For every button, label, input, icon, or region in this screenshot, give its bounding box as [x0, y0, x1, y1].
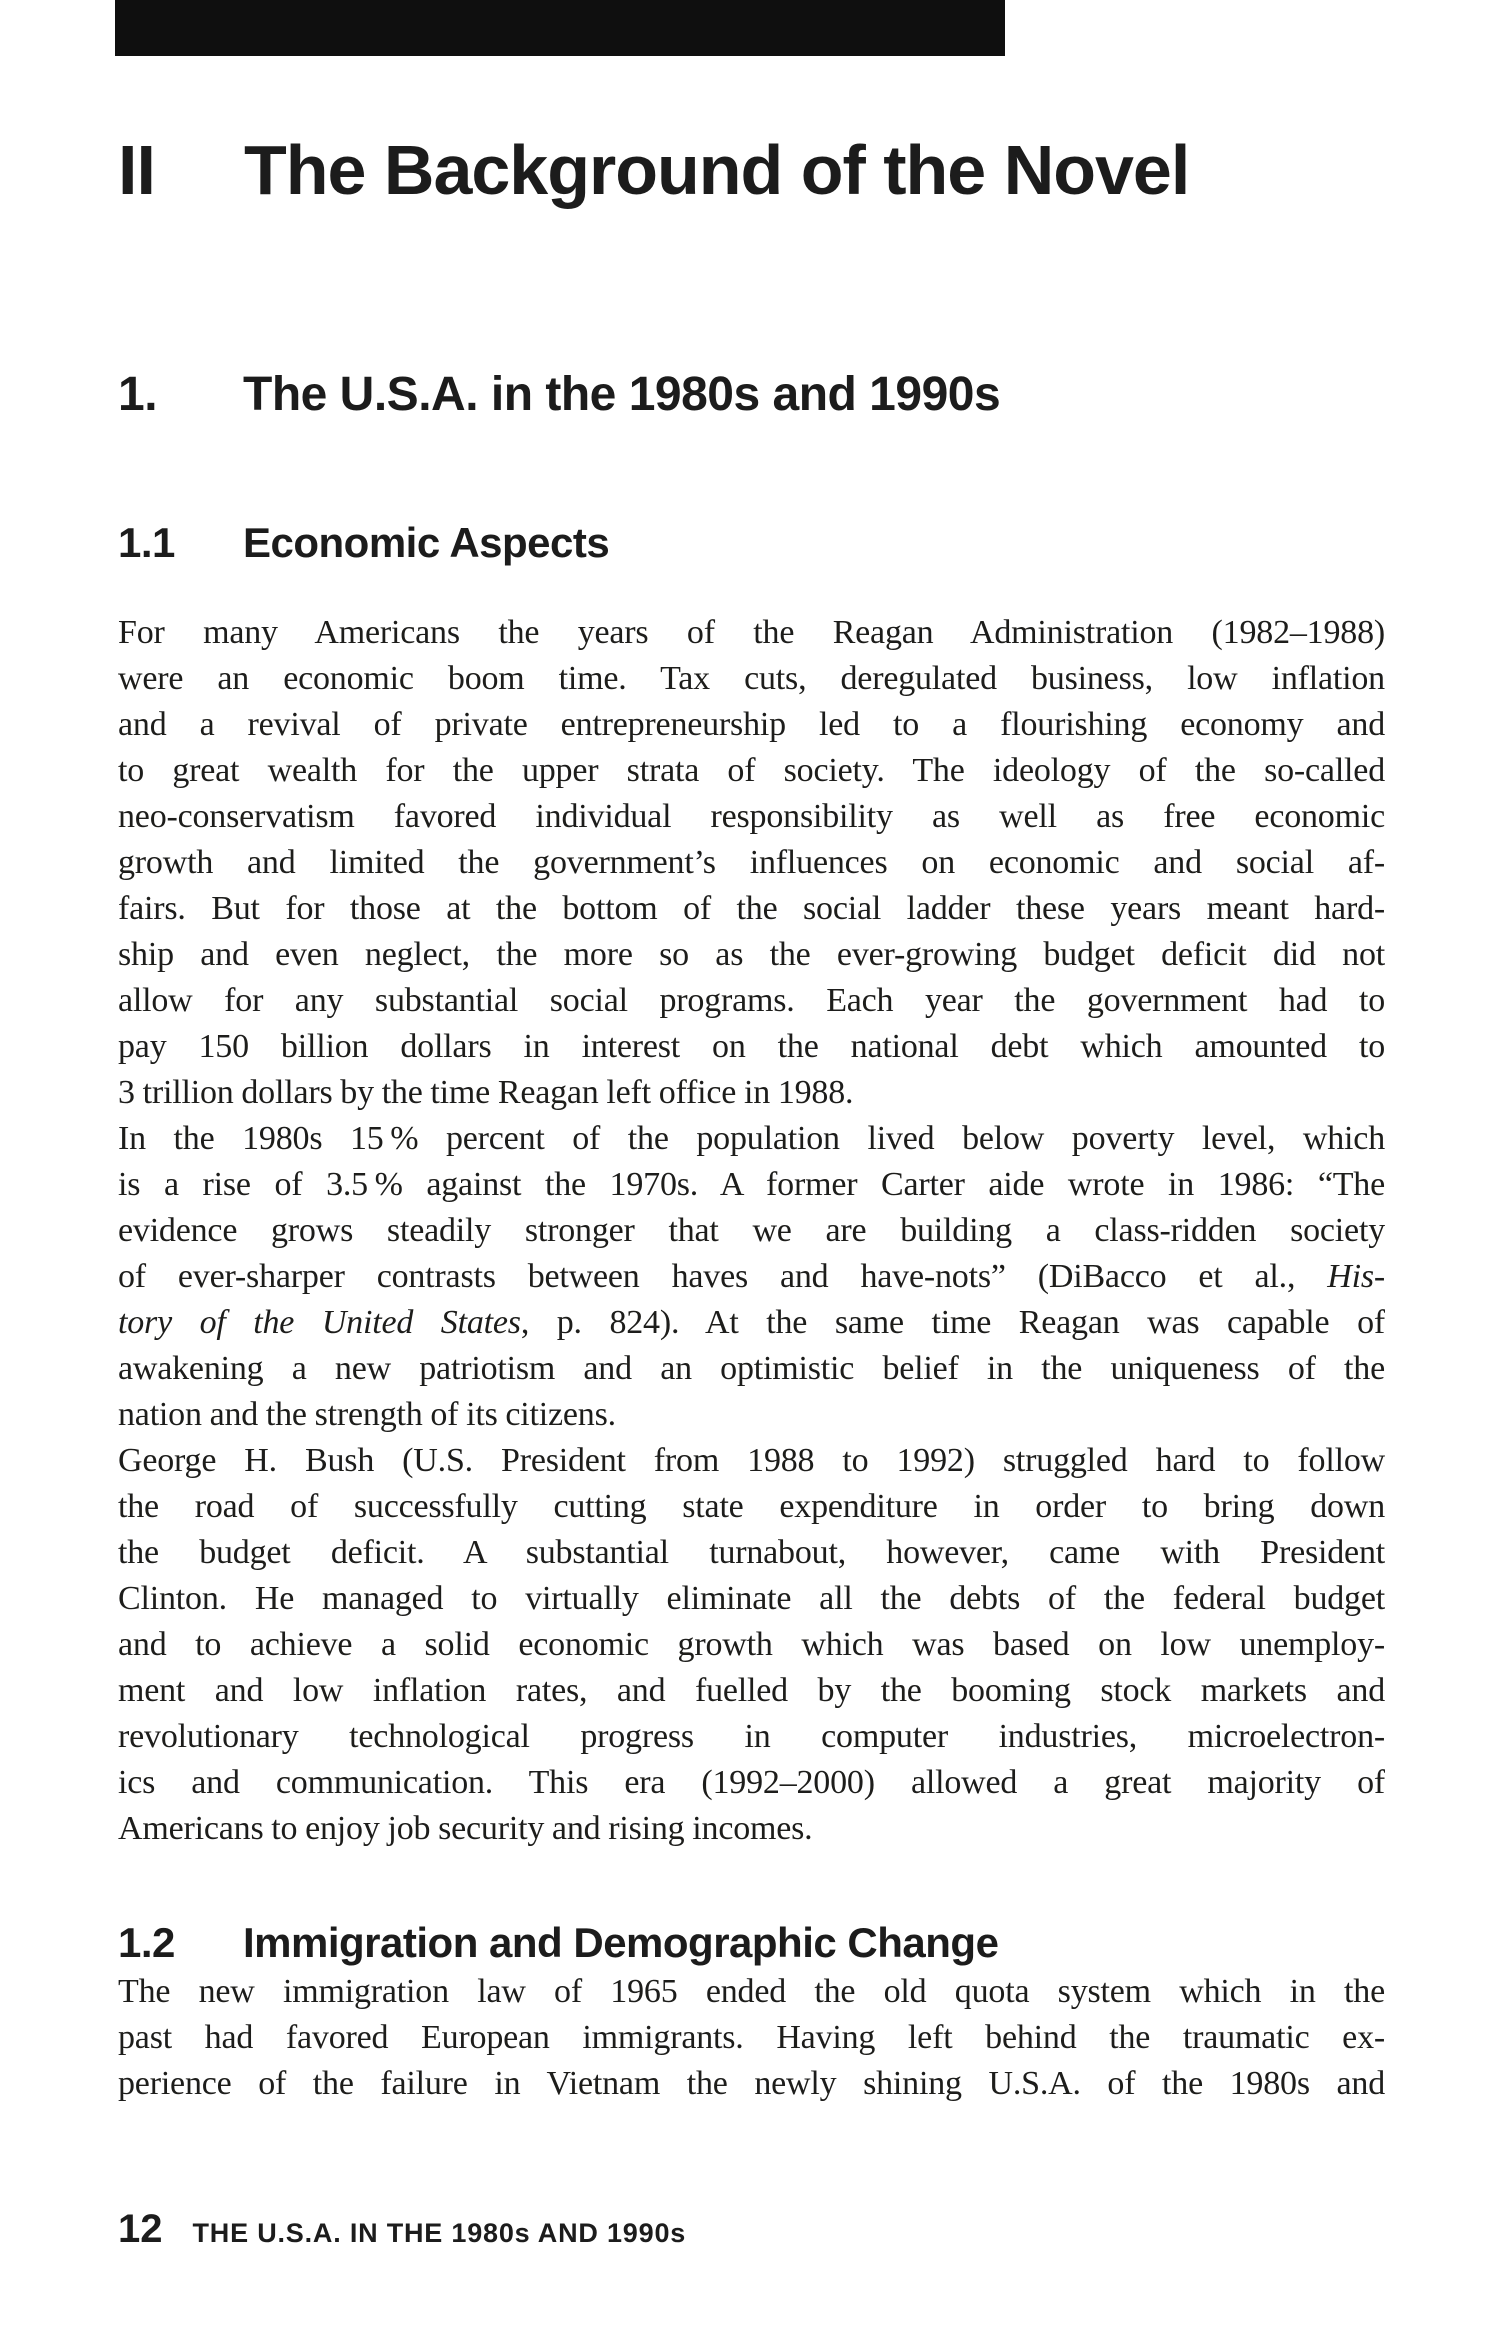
paragraph: [118, 1969, 1385, 2107]
subsection-heading-economic-aspects: [118, 519, 610, 566]
text-line: 3 trillion dollars by the time Reagan left office in 1988.: [118, 1074, 854, 1111]
text-line: fairs. But for those at the bottom of the social ladder these years meant hard-: [118, 890, 1385, 927]
body-text-economic-aspects: [118, 610, 1385, 1852]
paragraph: [118, 610, 1385, 1116]
text-line: pay 150 billion dollars in interest on the national debt which amounted to: [118, 1028, 1385, 1065]
text-line: the budget deficit. A substantial turnabout, however, came with President: [118, 1534, 1385, 1571]
page-number: 12: [118, 2207, 163, 2251]
text-line: For many Americans the years of the Reagan Administration (1982–1988): [118, 614, 1385, 651]
text-line: Americans to enjoy job security and rising incomes.: [118, 1810, 813, 1847]
text-line: In the 1980s 15 % percent of the population lived below poverty level, which: [118, 1120, 1385, 1157]
text-line: revolutionary technological progress in computer industries, microelectron-: [118, 1718, 1385, 1755]
text-line: ics and communication. This era (1992–2000) allowed a great majority of: [118, 1764, 1385, 1801]
text-line: evidence grows steadily stronger that we are building a class-ridden society: [118, 1212, 1385, 1249]
text-line: past had favored European immigrants. Having left behind the traumatic ex-: [118, 2019, 1385, 2056]
text-line: awakening a new patriotism and an optimistic belief in the uniqueness of the: [118, 1350, 1385, 1387]
section-title: The U.S.A. in the 1980s and 1990s: [243, 368, 1001, 421]
subsection-number: 1.2: [118, 1919, 175, 1966]
text-line: tory of the United States, p. 824). At the same time Reagan was capable of: [118, 1304, 1385, 1341]
subsection-title: Immigration and Demographic Change: [243, 1919, 999, 1966]
text-line: and a revival of private entrepreneurship led to a flourishing economy and: [118, 706, 1385, 743]
text-line: perience of the failure in Vietnam the newly shining U.S.A. of the 1980s and: [118, 2065, 1385, 2102]
subsection-number: 1.1: [118, 519, 175, 566]
text-line: is a rise of 3.5 % against the 1970s. A former Carter aide wrote in 1986: “The: [118, 1166, 1385, 1203]
subsection-heading-immigration: [118, 1919, 999, 1966]
text-line: The new immigration law of 1965 ended the old quota system which in the: [118, 1973, 1385, 2010]
text-line: growth and limited the government’s influences on economic and social af-: [118, 844, 1385, 881]
paragraph: [118, 1116, 1385, 1438]
text-line: ment and low inflation rates, and fuelled by the booming stock markets and: [118, 1672, 1385, 1709]
text-line: George H. Bush (U.S. President from 1988 to 1992) struggled hard to follow: [118, 1442, 1385, 1479]
text-line: ship and even neglect, the more so as the ever-growing budget deficit did not: [118, 936, 1385, 973]
chapter-heading: [118, 131, 1190, 209]
text-line: to great wealth for the upper strata of society. The ideology of the so-called: [118, 752, 1385, 789]
paragraph: [118, 1438, 1385, 1852]
text-line: allow for any substantial social programs. Each year the government had to: [118, 982, 1385, 1019]
body-text-immigration: [118, 1969, 1385, 2107]
chapter-title: The Background of the Novel: [244, 131, 1190, 209]
page-header-bar: [115, 0, 1005, 56]
running-header: THE U.S.A. IN THE 1980s AND 1990s: [192, 2218, 687, 2248]
text-line: Clinton. He managed to virtually eliminate all the debts of the federal budget: [118, 1580, 1385, 1617]
text-line: and to achieve a solid economic growth which was based on low unemploy-: [118, 1626, 1385, 1663]
text-line: the road of successfully cutting state expenditure in order to bring down: [118, 1488, 1385, 1525]
section-number: 1.: [118, 368, 158, 421]
text-line: of ever-sharper contrasts between haves and have-nots” (DiBacco et al., His-: [118, 1258, 1385, 1295]
subsection-title: Economic Aspects: [243, 519, 610, 566]
page-footer: [118, 2209, 686, 2249]
text-line: nation and the strength of its citizens.: [118, 1396, 616, 1433]
text-line: were an economic boom time. Tax cuts, deregulated business, low inflation: [118, 660, 1385, 697]
section-heading: [118, 368, 1001, 421]
text-line: neo-conservatism favored individual responsibility as well as free economic: [118, 798, 1385, 835]
chapter-number: II: [118, 131, 155, 209]
